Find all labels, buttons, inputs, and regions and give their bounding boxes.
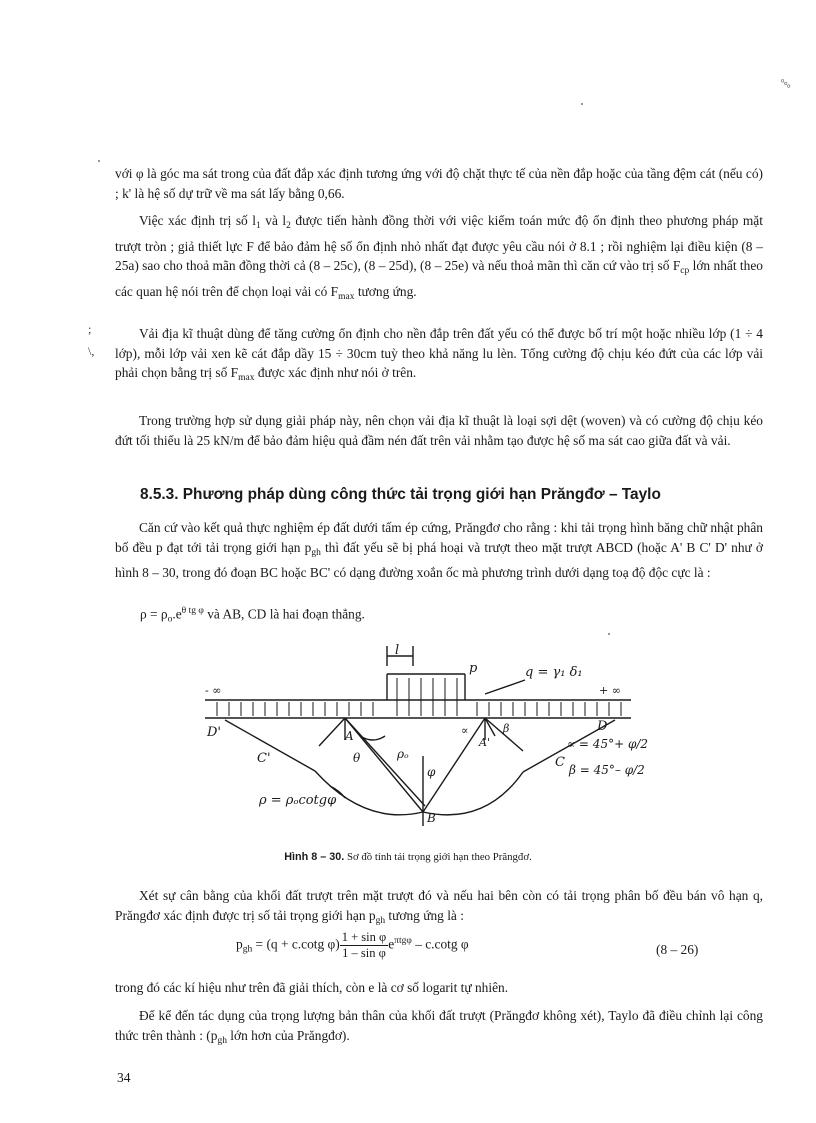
spiral-equation: $\rho = \rho_o.e^{\theta tg \varphi}$ và AB, CD là hai đoạn thẳng. bbox=[140, 606, 365, 625]
fig-label-b: B bbox=[427, 811, 436, 825]
corner-scan-mark: °°° bbox=[775, 77, 793, 94]
fig-label-rho-formula: ρ = ρₒcotgφ bbox=[259, 793, 337, 808]
paragraph-l1-l2: Việc xác định trị số $l_1$ và $l_2$ được tiến hành đồng thời với việc kiểm toán mức độ ổn định theo phương pháp mặt trượt tròn ; giả thiết lực F để bảo đảm hệ số ổn định nhỏ nhất đạt được yêu cầu nói ở 8.1 ; rồi nghiệm lại điều kiện (8 – 25a) sao cho thoả mãn đồng thời cả (8 – 25c), (8 – 25d), (8 – 25e) và nếu thoả mãn thì căn cứ vào trị số $F_{cp}$ lớn nhất theo các quan hệ nói trên để chọn loại vải có $F_{max}$ tương ứng. bbox=[115, 213, 763, 302]
paragraph-symbols: trong đó các kí hiệu như trên đã giải thích, còn e là cơ số logarit tự nhiên. bbox=[115, 980, 509, 995]
fig-label-c: C bbox=[555, 755, 565, 770]
paragraph-geotextile-layers: Vải địa kĩ thuật dùng để tăng cường ổn định cho nền đắp trên đất yếu có thể được bố trí một hoặc nhiều lớp (1 ÷ 4 lớp), mỗi lớp vải xen kẽ cát đắp dầy 15 ÷ 30cm tuỳ theo khả năng lu lèn. Tổng cường độ chịu kéo đứt của các lớp vải phải chọn bằng trị số $F_{max}$ được xác định như nói ở trên. bbox=[115, 326, 763, 384]
fig-label-alpha: ∝ bbox=[461, 724, 469, 737]
fig-label-q: q = γ₁ δ₁ bbox=[525, 665, 583, 680]
fig-label-phi: φ bbox=[427, 765, 436, 779]
scan-speck bbox=[98, 160, 100, 162]
scan-speck bbox=[581, 103, 583, 105]
page-number: 34 bbox=[117, 1070, 131, 1085]
fig-label-minus-inf: - ∞ bbox=[205, 684, 222, 697]
fig-label-beta-eq: β = 45°– φ/2 bbox=[569, 763, 645, 777]
fraction-sin: $\frac{\text{1 + sin φ}}{\text{1 – sin φ}}$ bbox=[341, 930, 387, 960]
paragraph-prandtl-intro: Căn cứ vào kết quả thực nghiệm ép đất dưới tấm ép cứng, Prăngđơ cho rằng : khi tải trọng hình băng chữ nhật phân bố đều p đạt tới tải trọng giới hạn $p_{gh}$ thì đất yếu sẽ bị phá hoại và trượt theo mặt trượt ABCD (hoặc A' B C' D' như ở hình 8 – 30, trong đó đoạn BC hoặc BC' có dạng đường xoắn ốc mà phương trình dưới dạng toạ độ độc cực là : bbox=[115, 520, 764, 581]
margin-mark-2: \, bbox=[88, 344, 95, 358]
fig-label-l: l bbox=[395, 643, 400, 658]
section-heading: 8.5.3. Phương pháp dùng công thức tải trọng giới hạn Prăngđơ – Taylo bbox=[140, 486, 661, 503]
fig-label-d: D bbox=[597, 719, 608, 734]
fig-label-theta: θ bbox=[353, 751, 361, 765]
fig-label-beta: β bbox=[503, 722, 510, 735]
equation-number: (8 – 26) bbox=[656, 942, 699, 957]
figure-caption: Hình 8 – 30. Sơ đồ tính tải trọng giới hạn theo Prăngđơ. bbox=[284, 851, 532, 863]
scan-speck bbox=[608, 633, 610, 635]
fig-label-plus-inf: + ∞ bbox=[599, 684, 621, 697]
figure-prandtl-diagram bbox=[195, 636, 655, 836]
fig-label-d-prime: D' bbox=[207, 725, 221, 740]
fig-label-alpha-eq: ∝ = 45°+ φ/2 bbox=[567, 737, 649, 751]
paragraph-taylor: Để kể đến tác dụng của trọng lượng bản thân của khối đất trượt (Prăngđơ không xét), Taylo đã điều chỉnh lại công thức trên thành : ($p_{gh}$ lớn hơn của Prăngđơ). bbox=[115, 1008, 763, 1046]
paragraph-phi-definition: với φ là góc ma sát trong của đất đắp xác định tương ứng với độ chặt thực tế của nền đắp hoặc của tầng đệm cát (nếu có) ; k' là hệ số dự trữ về ma sát lấy bằng 0,66. bbox=[115, 166, 763, 201]
fig-label-rho0: ρₒ bbox=[397, 747, 409, 761]
margin-mark-1: ; bbox=[88, 322, 92, 336]
paragraph-equilibrium: Xét sự cân bằng của khối đất trượt trên mặt trượt đó và nếu hai bên còn có tải trọng phân bố đều bán vô hạn q, Prăngđơ xác định được trị số tải trọng giới hạn $p_{gh}$ tương ứng là : bbox=[115, 888, 763, 926]
equation-8-26: $p_{gh} = (q + c.\cot g$ φ) $\frac{\text{1 + sin φ}}{\text{1 – sin φ}}$ $e^{\pi tg\varphi} - c.\cot g$ φ (8 – 26) bbox=[236, 930, 699, 960]
paragraph-woven: Trong trường hợp sử dụng giải pháp này, nên chọn vải địa kĩ thuật là loại sợi dệt (woven) và có cường độ chịu kéo đứt tối thiểu là 25 kN/m để bảo đảm hiệu quả đầm nén đất trên vải nhằm tạo được hệ số ma sát cao giữa đất và vải. bbox=[115, 413, 763, 448]
fig-label-c-prime: C' bbox=[257, 751, 271, 766]
fig-label-a: A bbox=[345, 729, 354, 743]
fig-label-p: p bbox=[469, 661, 478, 676]
fig-label-a-prime: A' bbox=[479, 736, 490, 749]
